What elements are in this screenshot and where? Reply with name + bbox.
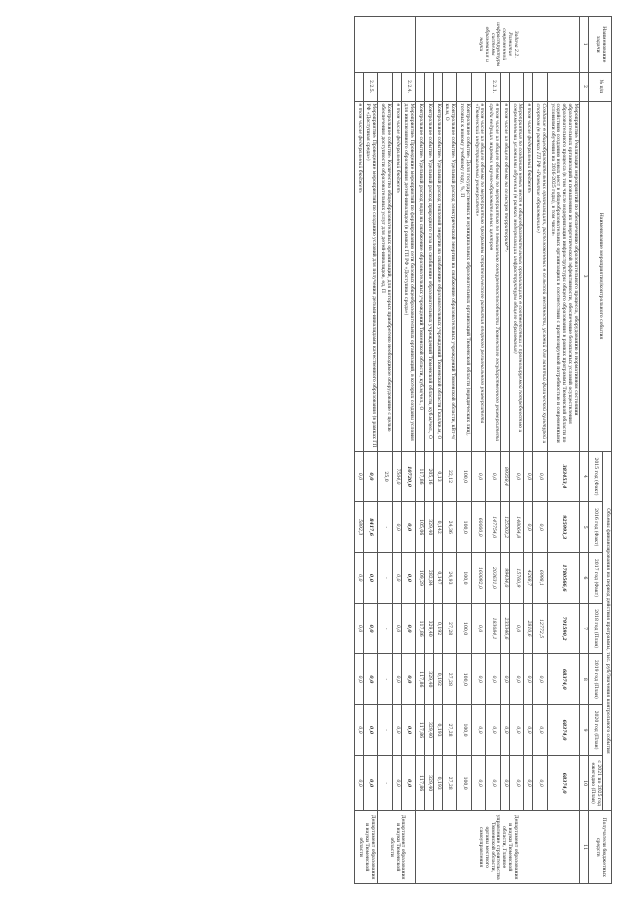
table-row <box>416 17 425 884</box>
value-cell: 0,0 <box>363 705 378 756</box>
value-cell: 60000,0 <box>471 502 486 553</box>
header-year: 2017 год (Факт) <box>588 553 603 604</box>
table-row <box>392 17 401 884</box>
row-number <box>442 72 457 101</box>
header-year: 2019 год (План) <box>588 654 603 705</box>
value-cell: 100,0 <box>457 603 472 654</box>
value-cell: 0,0 <box>486 451 501 502</box>
event-text: в том числе федеральный бюджет: <box>354 101 363 451</box>
value-cell: 0,193 <box>433 705 442 756</box>
column-number-row <box>579 17 588 884</box>
col-number: 5 <box>579 502 588 553</box>
value-cell: 160092,0 <box>471 553 486 604</box>
value-cell: - <box>378 755 393 811</box>
value-cell: 0,0 <box>501 705 510 756</box>
value-cell: 0,0 <box>524 755 533 811</box>
value-cell: 89358,4 <box>501 451 510 502</box>
value-cell: 15760,9 <box>509 553 524 604</box>
value-cell: 0,147 <box>433 553 442 604</box>
task-cell: Задача 2.2. Развитие современной инфраструктуры системы образования и науки <box>416 17 580 73</box>
header-task: Наименование задачи <box>588 17 611 73</box>
value-cell: 183084,1 <box>486 603 501 654</box>
value-cell: 117,86 <box>416 705 425 756</box>
value-cell: 100,0 <box>457 705 472 756</box>
value-cell: 0,193 <box>433 755 442 811</box>
value-cell: 0,0 <box>354 553 363 604</box>
value-cell: 0,13 <box>433 451 442 502</box>
value-cell: 0,0 <box>363 755 378 811</box>
table-row <box>533 17 548 884</box>
header-year: 2015 год (Факт) <box>588 451 603 502</box>
value-cell: 0,0 <box>471 603 486 654</box>
table-row <box>433 17 442 884</box>
col-number: 10 <box>579 755 588 811</box>
value-cell: 6998,1 <box>533 553 548 604</box>
table-row <box>442 17 457 884</box>
value-cell: 0,0 <box>486 755 501 811</box>
row-number <box>457 72 472 101</box>
col-number: 3 <box>579 101 588 451</box>
value-cell: 0,0 <box>354 603 363 654</box>
row-number <box>524 72 533 101</box>
value-cell: 0,0 <box>509 654 524 705</box>
event-text: в том числе федеральный бюджет: <box>524 101 533 451</box>
value-cell: 2810,6 <box>524 603 533 654</box>
table-row <box>471 17 486 884</box>
event-text: в том числе из общего объема по мероприятию программы стратегического развития опорного регионального университета «Тюменский индустриальный университет» <box>471 101 486 451</box>
event-text: Контрольное событие: Удельный расход природного газа на снабжение образовательных учреждений Тюменской области, куб.м/чел., О <box>425 101 434 451</box>
value-cell: 100,0 <box>457 654 472 705</box>
value-cell: 0,0 <box>363 553 378 604</box>
value-cell: 0,0 <box>486 705 501 756</box>
header-event: Наименование мероприятия/контрольного события <box>588 101 611 451</box>
value-cell: 24,36 <box>442 502 457 553</box>
value-cell: 24,93 <box>442 553 457 604</box>
value-cell: 0,0 <box>392 603 401 654</box>
value-cell: 329,40 <box>425 603 434 654</box>
value-cell: 1780566,6 <box>547 553 579 604</box>
value-cell: 0,0 <box>471 654 486 705</box>
row-number <box>471 72 486 101</box>
value-cell: 0,0 <box>509 705 524 756</box>
value-cell: 0,192 <box>433 654 442 705</box>
row-number <box>509 72 524 101</box>
value-cell: 0,0 <box>392 705 401 756</box>
col-number: 8 <box>579 654 588 705</box>
value-cell: 0,0 <box>471 755 486 811</box>
value-cell: 117,86 <box>416 654 425 705</box>
value-cell: 109,29 <box>416 553 425 604</box>
event-text: Контрольное событие: Удельный расход тепловой энергии на снабжение образовательных учреждений Тюменской области Гкал/кв.м, О <box>433 101 442 451</box>
program-table <box>354 16 612 884</box>
recipient-cell: Департамент образования и науки Тюменской области <box>354 811 377 884</box>
event-text: Создание в общеобразовательных организациях, расположенных в сельской местности, условий для занятий физической культурой и спортом (в рамках ГП РФ «Развитие образования») <box>533 101 548 451</box>
row-number <box>533 72 548 101</box>
value-cell: 0,0 <box>401 755 416 811</box>
value-cell: 0,0 <box>486 654 501 705</box>
col-number: 11 <box>579 811 588 884</box>
value-cell: 791590,2 <box>547 603 579 654</box>
value-cell: 203631,0 <box>486 553 501 604</box>
value-cell: 329,40 <box>425 654 434 705</box>
value-cell: 117,86 <box>416 755 425 811</box>
value-cell: 0,0 <box>363 451 378 502</box>
value-cell: 8417,6 <box>363 502 378 553</box>
value-cell: 0,0 <box>354 451 363 502</box>
recipient-cell: Департамент образования и науки Тюменской области <box>378 811 416 884</box>
event-text: Контрольное событие: Удельный расход электрической энергии на снабжение образовательных учреждений Тюменской области, кВт·ч/кв.м, О <box>442 101 457 451</box>
table-row <box>425 17 434 884</box>
table-row <box>509 17 524 884</box>
value-cell: 383453,4 <box>547 451 579 502</box>
col-number: 2 <box>579 72 588 101</box>
value-cell: 0,192 <box>433 603 442 654</box>
value-cell: 0,0 <box>501 755 510 811</box>
value-cell: 0,0 <box>354 654 363 705</box>
value-cell: 0,0 <box>401 553 416 604</box>
row-number <box>354 72 363 101</box>
value-cell: - <box>378 705 393 756</box>
header-year: 2018 год (План) <box>588 603 603 654</box>
value-cell: 100,0 <box>457 502 472 553</box>
value-cell: 10720,0 <box>401 451 416 502</box>
event-text: Контрольное событие: Доля государственных и муниципальных образовательных организаций Тюменской области (юридических лиц), готовых к новому учебному году, %, П <box>457 101 472 451</box>
value-cell: 22,12 <box>442 451 457 502</box>
value-cell: 0,0 <box>524 502 533 553</box>
value-cell: 68374,0 <box>547 755 579 811</box>
value-cell: 0,0 <box>392 755 401 811</box>
value-cell: 100,0 <box>457 451 472 502</box>
value-cell: 0,0 <box>524 654 533 705</box>
value-cell: 0,0 <box>533 451 548 502</box>
value-cell: 0,0 <box>509 755 524 811</box>
event-text: Мероприятие: Реализация мероприятий по обеспечению образовательного процесса, оборудованию в нормативном состоянии образовательных организаций и повышению их энергетической эффективности, обеспечение безопасных условий осуществления образовательного процесса (в том числе модернизация инфраструктуры общего образования в рамках программы Тюменской области по содействию созданию новых мест в общеобразовательных организациях в соответствии с прогнозируемой потребностью и современными условиями обучения на 2016-2025 годы), в том числе: <box>547 101 579 451</box>
value-cell: 205,16 <box>425 451 434 502</box>
value-cell: 5892,3 <box>354 502 363 553</box>
value-cell: 0,0 <box>471 451 486 502</box>
value-cell: 100,0 <box>457 755 472 811</box>
row-number: 2.2.1. <box>486 72 501 101</box>
value-cell: 0,0 <box>471 705 486 756</box>
value-cell: 0,0 <box>363 603 378 654</box>
value-cell: 0,0 <box>533 705 548 756</box>
header-year: 2020 год (План) <box>588 705 603 756</box>
value-cell: 25,0 <box>378 451 393 502</box>
value-cell: 0,0 <box>524 705 533 756</box>
header-year: 2016 год (Факт) <box>588 502 603 553</box>
row-number <box>378 72 393 101</box>
value-cell: 0,0 <box>401 603 416 654</box>
header-num: № п/п <box>588 72 611 101</box>
recipient-cell: Департамент образования и науки Тюменской области, Главное управление строительства Тюменской области, органы местного самоуправления <box>416 811 580 884</box>
table-row <box>457 17 472 884</box>
value-cell: 27,28 <box>442 755 457 811</box>
value-cell: 0,142 <box>433 502 442 553</box>
value-cell: 329,40 <box>425 705 434 756</box>
value-cell: 27,28 <box>442 603 457 654</box>
col-number: 6 <box>579 553 588 604</box>
value-cell: - <box>378 553 393 604</box>
table-row <box>524 17 533 884</box>
value-cell: 148064,8 <box>509 502 524 553</box>
value-cell: 0,0 <box>524 451 533 502</box>
value-cell: 329,40 <box>425 502 434 553</box>
value-cell: 282,84 <box>425 553 434 604</box>
rotated-table-container <box>16 16 612 884</box>
table-row <box>363 17 378 884</box>
value-cell: - <box>378 654 393 705</box>
event-text: в том числе из общего объема по мероприятию по повышению конкурентоспособности Тюменского государственного университета среди ведущих мировых научно-образовательных центров <box>486 101 501 451</box>
value-cell: 0,0 <box>509 451 524 502</box>
table-row <box>378 17 393 884</box>
value-cell: 329,40 <box>425 755 434 811</box>
value-cell: 0,0 <box>401 654 416 705</box>
value-cell: 117,86 <box>416 451 425 502</box>
value-cell: 0,0 <box>509 603 524 654</box>
event-text: Контрольное событие: Количество общеобразовательных организаций, для которых приобретено необходимое оборудование с целью обеспечения доступности образовательных услуг для детей-инвалидов, ед, П <box>378 101 393 451</box>
value-cell: 0,0 <box>501 654 510 705</box>
value-cell: 100,0 <box>457 553 472 604</box>
value-cell: 7504,0 <box>392 451 401 502</box>
value-cell: 117,86 <box>416 603 425 654</box>
value-cell: 0,0 <box>401 705 416 756</box>
header-financing: Объемы финансирования на период действия программы, тыс. руб/Значения контрольного события <box>603 451 612 811</box>
table-row <box>401 17 416 884</box>
value-cell: 0,0 <box>354 755 363 811</box>
value-cell: 0,0 <box>533 654 548 705</box>
value-cell: 0,0 <box>392 654 401 705</box>
row-number <box>433 72 442 101</box>
value-cell: - <box>378 603 393 654</box>
value-cell: 0,0 <box>363 654 378 705</box>
event-text: Мероприятие: Проведение мероприятий по формированию сети базовых общеобразовательных организаций, в которых созданы условия для инклюзивного образования детей-инвалидов (в рамках ГП РФ «Доступная среда») <box>401 101 416 451</box>
value-cell: 0,0 <box>392 553 401 604</box>
value-cell: 0,0 <box>533 502 548 553</box>
value-cell: - <box>378 502 393 553</box>
col-number: 1 <box>579 17 588 73</box>
header-year: с 2021 по 2025 год ежегодно (План) <box>588 755 603 811</box>
header-recipient: Получатели бюджетных средств <box>588 811 611 884</box>
value-cell: 233346,6 <box>501 603 510 654</box>
col-number: 7 <box>579 603 588 654</box>
table-row <box>501 17 510 884</box>
row-number <box>547 72 579 101</box>
value-cell: 99434,0 <box>501 553 510 604</box>
table-row <box>354 17 363 884</box>
value-cell: 68374,0 <box>547 705 579 756</box>
value-cell: 12772,5 <box>533 603 548 654</box>
value-cell: 105,06 <box>416 502 425 553</box>
row-number <box>416 72 425 101</box>
row-number: 2.2.4. <box>401 72 416 101</box>
table-body <box>354 17 579 884</box>
event-text: Мероприятия по созданию новых мест в общеобразовательных организациях в соответствии с прогнозируемой потребностью и современными условиями обучения (в рамках модернизации инфраструктуры общего образования) <box>509 101 524 451</box>
value-cell: 0,0 <box>401 502 416 553</box>
row-number <box>501 72 510 101</box>
value-cell: 27,28 <box>442 705 457 756</box>
value-cell: 147754,0 <box>486 502 501 553</box>
value-cell: 0,0 <box>533 755 548 811</box>
value-cell: 4268,7 <box>524 553 533 604</box>
table-row <box>486 17 501 884</box>
col-number: 9 <box>579 705 588 756</box>
event-text: в том числе федеральный бюджет: <box>392 101 401 451</box>
value-cell: 68374,0 <box>547 654 579 705</box>
value-cell: 0,0 <box>392 502 401 553</box>
event-text: в том числе из общего объема на сельскую территорию**: <box>501 101 510 451</box>
task-cell-empty <box>354 17 415 73</box>
table-row <box>547 17 579 884</box>
value-cell: 125303,2 <box>501 502 510 553</box>
row-number <box>392 72 401 101</box>
value-cell: 0,0 <box>354 705 363 756</box>
value-cell: 925993,3 <box>547 502 579 553</box>
row-number: 2.2.5. <box>363 72 378 101</box>
row-number <box>425 72 434 101</box>
event-text: Контрольное событие: Удельный расход воды на снабжение образовательных учреждений Тюменской области, куб.м/чел., О <box>416 101 425 451</box>
event-text: Мероприятие: Проведение мероприятий по созданию условий для получения детьми-инвалидами качественного образования (в рамках ГП РФ «Доступная среда») <box>363 101 378 451</box>
value-cell: 27,28 <box>442 654 457 705</box>
col-number: 4 <box>579 451 588 502</box>
